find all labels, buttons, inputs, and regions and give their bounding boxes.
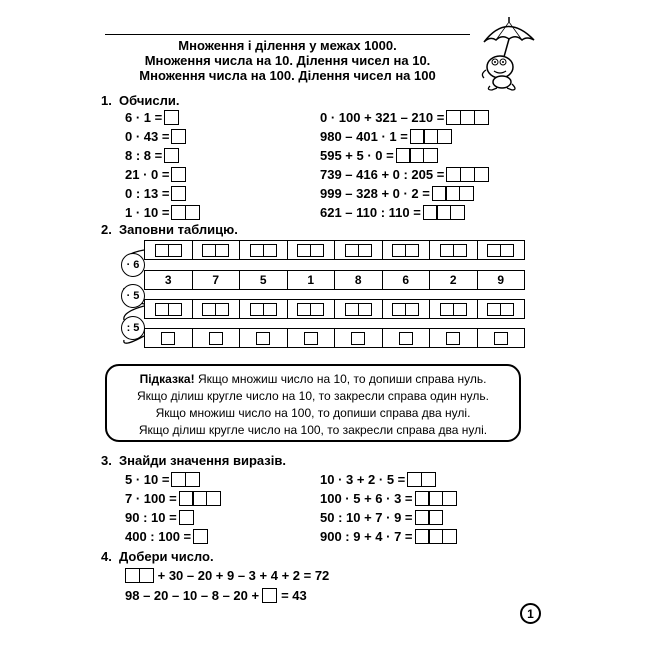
header-line-3: Множення числа на 100. Ділення чисел на 100 [139,68,436,83]
answer-boxes[interactable] [202,244,229,257]
table-answer-cell[interactable] [477,300,525,318]
answer-boxes[interactable] [487,244,514,257]
table-number-cell: 1 [287,271,335,289]
answer-boxes[interactable] [164,148,179,163]
answer-boxes[interactable] [171,129,186,144]
table-number-cell: 3 [164,273,172,287]
expression-text: 900 : 9 + 4 · 7 = [320,529,413,544]
answer-boxes[interactable] [155,303,182,316]
expression-text: 7 · 100 = [125,491,177,506]
task-4-line-2-end: = 43 [281,587,307,603]
op-times-6: · 6 [121,253,145,277]
expression-text: 999 – 328 + 0 · 2 = [320,186,430,201]
task-2-title: Заповни таблицю. [119,222,238,237]
expression-row [125,127,200,146]
task-1-number: 1. [101,93,112,108]
answer-boxes[interactable] [125,568,154,583]
answer-boxes[interactable] [423,205,465,220]
expression-text: 21 · 0 = [125,167,170,182]
answer-box[interactable] [474,110,489,125]
answer-box[interactable] [310,244,324,257]
answer-boxes[interactable] [407,472,436,487]
table-answer-cell[interactable] [192,241,240,259]
answer-box[interactable] [171,129,186,144]
answer-box[interactable] [446,332,460,345]
answer-box[interactable] [185,472,200,487]
answer-box[interactable] [500,303,514,316]
expression-row [125,489,221,508]
task-4-title: Добери число. [119,549,214,564]
expression-row [320,127,489,146]
answer-box[interactable] [139,568,154,583]
table-answer-cell[interactable] [192,300,240,318]
expression-text: 6 · 1 = [125,110,163,125]
expression-row [320,203,489,222]
table-answer-cell[interactable] [429,241,477,259]
answer-boxes[interactable] [171,205,200,220]
table-row-times-5 [144,299,525,319]
answer-box[interactable] [164,148,179,163]
answer-boxes[interactable] [297,244,324,257]
table-number-cell: 5 [239,271,287,289]
answer-boxes[interactable] [202,303,229,316]
answer-box[interactable] [453,303,467,316]
expression-text: 10 · 3 + 2 · 5 = [320,472,406,487]
answer-box[interactable] [179,510,194,525]
expression-text: 8 : 8 = [125,148,163,163]
answer-box[interactable] [206,491,221,506]
table-answer-cell[interactable] [382,329,430,347]
mascot-umbrella-icon [472,12,542,92]
hint-box [105,364,521,442]
answer-boxes[interactable] [410,129,452,144]
answer-boxes[interactable] [171,167,186,182]
expression-row [320,508,457,527]
task-4-heading [101,549,214,564]
expression-text: 50 : 10 + 7 · 9 = [320,510,413,525]
op-div-5: : 5 [121,316,145,340]
expression-text: 595 + 5 · 0 = [320,148,394,163]
table-number-cell: 2 [429,271,477,289]
table-answer-cell[interactable] [239,300,287,318]
answer-box[interactable] [193,529,208,544]
answer-box[interactable] [263,244,277,257]
answer-boxes[interactable] [250,244,277,257]
answer-boxes[interactable] [440,244,467,257]
table-row-div-5 [144,328,525,348]
page-number: 1 [520,603,541,624]
table-answer-cell[interactable] [334,300,382,318]
expression-row [320,146,489,165]
answer-box[interactable] [310,303,324,316]
table-answer-cell[interactable] [145,300,192,318]
answer-boxes[interactable] [446,110,488,125]
expression-row [125,508,221,527]
task-1-title: Обчисли. [119,93,180,108]
expression-row [320,489,457,508]
task-4-line-1 [125,566,329,584]
answer-boxes[interactable] [415,510,444,525]
hint-label: Підказка! [139,372,195,386]
expression-text: 0 · 100 + 321 – 210 = [320,110,445,125]
table-row-times-6 [144,240,525,260]
answer-boxes[interactable] [415,529,457,544]
answer-boxes[interactable] [415,491,457,506]
answer-box[interactable] [168,244,182,257]
answer-box[interactable] [459,186,474,201]
table-answer-cell[interactable] [429,300,477,318]
answer-box[interactable] [215,244,229,257]
task-3-left-column [125,470,221,546]
answer-boxes[interactable] [256,332,270,345]
answer-box[interactable] [164,110,179,125]
expression-text: 1 · 10 = [125,205,170,220]
answer-boxes[interactable] [250,303,277,316]
task-4-line-2 [125,586,307,604]
table-number-cell: 7 [192,271,240,289]
expression-row [125,146,200,165]
answer-boxes[interactable] [446,167,488,182]
answer-boxes[interactable] [396,148,438,163]
header-line-2: Множення числа на 10. Ділення чисел на 10. [144,53,431,68]
table-answer-cell[interactable] [334,329,382,347]
answer-box[interactable] [263,303,277,316]
table-number-cell: 8 [334,271,382,289]
task-4-line-1-text: + 30 – 20 + 9 – 3 + 4 + 2 = 72 [157,567,330,583]
answer-boxes[interactable] [304,332,318,345]
answer-boxes[interactable] [399,332,413,345]
expression-text: 0 : 13 = [125,186,170,201]
answer-box[interactable] [450,205,465,220]
answer-box[interactable] [494,332,508,345]
expression-text: 621 – 110 : 110 = [320,205,421,220]
answer-box[interactable] [168,303,182,316]
answer-boxes[interactable] [171,472,200,487]
task-4-number: 4. [101,549,112,564]
expression-text: 90 : 10 = [125,510,177,525]
op-times-5: · 5 [121,284,145,308]
expression-row [320,165,489,184]
table-number-cell: 9 [477,271,525,289]
answer-box[interactable] [405,244,419,257]
expression-row [125,108,200,127]
task-3-right-column [320,470,457,546]
answer-boxes[interactable] [155,244,182,257]
table-answer-cell[interactable] [145,329,192,347]
answer-box[interactable] [161,332,175,345]
table-answer-cell[interactable] [145,241,192,259]
answer-box[interactable] [399,332,413,345]
task-1-heading [101,93,179,108]
answer-boxes[interactable] [392,303,419,316]
table-answer-cell[interactable] [239,329,287,347]
answer-boxes[interactable] [171,186,186,201]
hint-line-2: Якщо ділиш кругле число на 10, то закресли справа один нуль. [137,389,489,403]
answer-box[interactable] [500,244,514,257]
answer-box[interactable] [171,186,186,201]
table-answer-cell[interactable] [477,241,525,259]
expression-row [125,203,200,222]
answer-box[interactable] [474,167,489,182]
hint-line-3: Якщо множиш число на 100, то допиши справа два нулі. [155,406,471,420]
table-answer-cell[interactable] [192,329,240,347]
table-answer-cell[interactable] [287,300,335,318]
expression-row [125,527,221,546]
header-line-1: Множення і ділення у межах 1000. [178,38,397,53]
table-answer-cell[interactable] [429,329,477,347]
answer-box[interactable] [405,303,419,316]
hint-line-4: Якщо ділиш кругле число на 100, то закресли справа два нулі. [138,423,488,437]
task-2-heading [101,222,238,237]
answer-boxes[interactable] [179,491,221,506]
answer-box[interactable] [428,510,443,525]
page-header [105,34,470,83]
answer-box[interactable] [256,332,270,345]
task-1-right-column [320,108,489,222]
expression-text: 980 – 401 · 1 = [320,129,408,144]
expression-text: 739 – 416 + 0 : 205 = [320,167,445,182]
expression-text: 5 · 10 = [125,472,170,487]
task-3-title: Знайди значення виразів. [119,453,286,468]
answer-boxes[interactable] [345,303,372,316]
table-answer-cell[interactable] [477,329,525,347]
answer-box[interactable] [351,332,365,345]
answer-boxes[interactable] [440,303,467,316]
answer-boxes[interactable] [432,186,474,201]
task-3-heading [101,453,286,468]
answer-boxes[interactable] [262,588,277,603]
answer-box[interactable] [215,303,229,316]
table-answer-cell[interactable] [287,241,335,259]
table-answer-cell[interactable] [239,241,287,259]
answer-box[interactable] [421,472,436,487]
expression-row [125,165,200,184]
answer-boxes[interactable] [446,332,460,345]
table-answer-cell[interactable] [334,241,382,259]
answer-box[interactable] [453,244,467,257]
answer-box[interactable] [442,529,457,544]
expression-text: 100 · 5 + 6 · 3 = [320,491,413,506]
answer-boxes[interactable] [392,244,419,257]
answer-boxes[interactable] [161,332,175,345]
task-4-line-2-start: 98 – 20 – 10 – 8 – 20 + [125,587,260,603]
expression-row [320,184,489,203]
expression-row [320,527,457,546]
answer-boxes[interactable] [209,332,223,345]
task-1-left-column [125,108,200,222]
answer-box[interactable] [185,205,200,220]
answer-boxes[interactable] [487,303,514,316]
answer-boxes[interactable] [297,303,324,316]
answer-box[interactable] [423,148,438,163]
answer-box[interactable] [358,244,372,257]
answer-box[interactable] [358,303,372,316]
expression-row [320,108,489,127]
answer-boxes[interactable] [179,510,194,525]
answer-boxes[interactable] [164,110,179,125]
expression-row [320,470,457,489]
expression-text: 400 : 100 = [125,529,192,544]
answer-box[interactable] [209,332,223,345]
table-number-cell: 6 [382,271,430,289]
answer-box[interactable] [304,332,318,345]
task-3-number: 3. [101,453,112,468]
table-answer-cell[interactable] [382,300,430,318]
answer-box[interactable] [437,129,452,144]
expression-row [125,184,200,203]
table-answer-cell[interactable] [382,241,430,259]
expression-text: 0 · 43 = [125,129,170,144]
table-row-numbers [144,270,525,290]
answer-boxes[interactable] [345,244,372,257]
answer-boxes[interactable] [351,332,365,345]
expression-row [125,470,221,489]
table-answer-cell[interactable] [287,329,335,347]
answer-box[interactable] [442,491,457,506]
answer-boxes[interactable] [193,529,208,544]
hint-line-1: Якщо множиш число на 10, то допиши справа нуль. [194,372,487,386]
answer-box[interactable] [171,167,186,182]
answer-box[interactable] [262,588,277,603]
task-2-number: 2. [101,222,112,237]
answer-boxes[interactable] [494,332,508,345]
